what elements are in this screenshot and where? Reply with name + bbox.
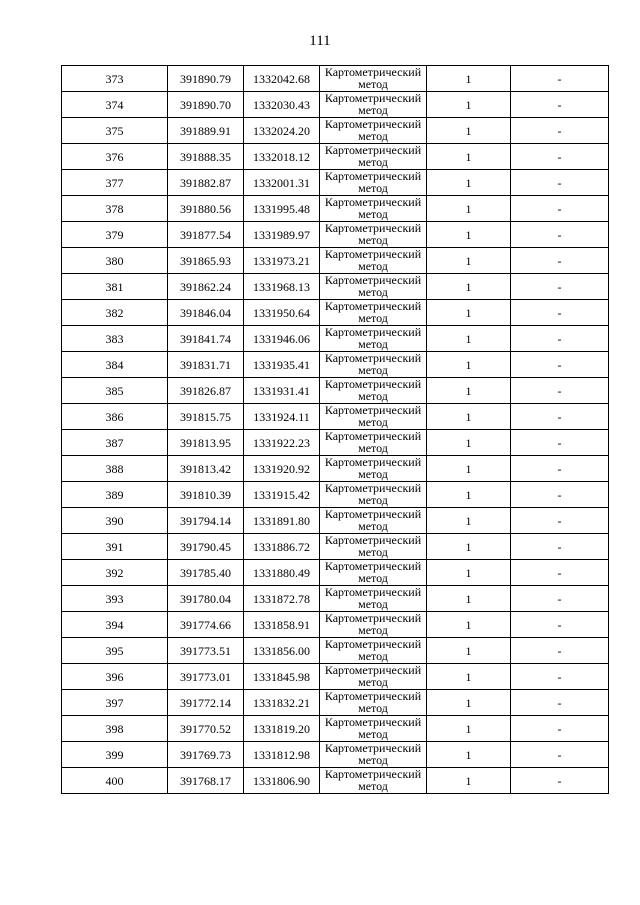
x-coordinate-cell: 391890.79: [168, 66, 244, 92]
note-cell: -: [511, 534, 609, 560]
method-line-1: Картометрический: [324, 481, 422, 495]
x-coordinate-cell: 391768.17: [168, 768, 244, 794]
point-number-cell: 378: [62, 196, 168, 222]
accuracy-cell: 1: [427, 508, 511, 534]
accuracy-cell: 1: [427, 534, 511, 560]
table-row: [62, 664, 609, 690]
note-cell: -: [511, 482, 609, 508]
method-line-1: Картометрический: [324, 689, 422, 703]
note-cell: -: [511, 170, 609, 196]
note-cell: -: [511, 508, 609, 534]
x-coordinate-cell: 391790.45: [168, 534, 244, 560]
y-coordinate-cell: 1331858.91: [244, 612, 320, 638]
page-number: 111: [309, 33, 331, 49]
method-line-2: метод: [358, 597, 388, 611]
y-coordinate-cell: 1331950.64: [244, 300, 320, 326]
y-coordinate-cell: 1332001.31: [244, 170, 320, 196]
note-cell: -: [511, 768, 609, 794]
y-coordinate-cell: 1331819.20: [244, 716, 320, 742]
method-line-1: Картометрический: [324, 143, 422, 157]
method-line-2: метод: [358, 363, 388, 377]
x-coordinate-cell: 391772.14: [168, 690, 244, 716]
table-row: [62, 144, 609, 170]
table-row: [62, 430, 609, 456]
method-line-1: Картометрический: [324, 663, 422, 677]
method-line-2: метод: [358, 259, 388, 273]
method-line-1: Картометрический: [324, 117, 422, 131]
x-coordinate-cell: 391826.87: [168, 378, 244, 404]
method-cell: [320, 664, 427, 690]
method-line-2: метод: [358, 155, 388, 169]
accuracy-cell: 1: [427, 560, 511, 586]
point-number-cell: 386: [62, 404, 168, 430]
method-line-1: Картометрический: [324, 507, 422, 521]
method-cell: [320, 248, 427, 274]
accuracy-cell: 1: [427, 300, 511, 326]
point-number-cell: 382: [62, 300, 168, 326]
y-coordinate-cell: 1332018.12: [244, 144, 320, 170]
note-cell: -: [511, 378, 609, 404]
method-line-2: метод: [358, 441, 388, 455]
x-coordinate-cell: 391774.66: [168, 612, 244, 638]
table-row: [62, 326, 609, 352]
table-row: [62, 248, 609, 274]
point-number-cell: 393: [62, 586, 168, 612]
point-number-cell: 379: [62, 222, 168, 248]
note-cell: -: [511, 456, 609, 482]
x-coordinate-cell: 391780.04: [168, 586, 244, 612]
table-row: [62, 378, 609, 404]
method-cell: [320, 638, 427, 664]
method-cell: [320, 430, 427, 456]
x-coordinate-cell: 391813.95: [168, 430, 244, 456]
method-cell: [320, 482, 427, 508]
method-line-2: метод: [358, 285, 388, 299]
point-number-cell: 395: [62, 638, 168, 664]
method-line-2: метод: [358, 207, 388, 221]
method-cell: [320, 352, 427, 378]
y-coordinate-cell: 1331845.98: [244, 664, 320, 690]
method-cell: [320, 586, 427, 612]
accuracy-cell: 1: [427, 196, 511, 222]
method-cell: [320, 66, 427, 92]
note-cell: -: [511, 274, 609, 300]
method-line-1: Картометрический: [324, 403, 422, 417]
point-number-cell: 396: [62, 664, 168, 690]
method-cell: [320, 170, 427, 196]
table-row: [62, 534, 609, 560]
accuracy-cell: 1: [427, 326, 511, 352]
method-cell: [320, 144, 427, 170]
y-coordinate-cell: 1331886.72: [244, 534, 320, 560]
table-body: [62, 66, 609, 794]
x-coordinate-cell: 391880.56: [168, 196, 244, 222]
x-coordinate-cell: 391815.75: [168, 404, 244, 430]
table-row: [62, 274, 609, 300]
point-number-cell: 375: [62, 118, 168, 144]
y-coordinate-cell: 1331872.78: [244, 586, 320, 612]
method-line-1: Картометрический: [324, 325, 422, 339]
y-coordinate-cell: 1332042.68: [244, 66, 320, 92]
table-row: [62, 508, 609, 534]
method-line-2: метод: [358, 571, 388, 585]
table-row: [62, 560, 609, 586]
method-line-1: Картометрический: [324, 741, 422, 755]
method-cell: [320, 534, 427, 560]
table-row: [62, 92, 609, 118]
method-cell: [320, 196, 427, 222]
method-line-1: Картометрический: [324, 65, 422, 79]
point-number-cell: 399: [62, 742, 168, 768]
note-cell: -: [511, 638, 609, 664]
y-coordinate-cell: 1331931.41: [244, 378, 320, 404]
accuracy-cell: 1: [427, 170, 511, 196]
x-coordinate-cell: 391831.71: [168, 352, 244, 378]
note-cell: -: [511, 430, 609, 456]
method-line-2: метод: [358, 545, 388, 559]
y-coordinate-cell: 1331806.90: [244, 768, 320, 794]
accuracy-cell: 1: [427, 638, 511, 664]
y-coordinate-cell: 1331832.21: [244, 690, 320, 716]
note-cell: -: [511, 144, 609, 170]
y-coordinate-cell: 1331968.13: [244, 274, 320, 300]
point-number-cell: 377: [62, 170, 168, 196]
accuracy-cell: 1: [427, 222, 511, 248]
point-number-cell: 374: [62, 92, 168, 118]
y-coordinate-cell: 1332024.20: [244, 118, 320, 144]
method-line-1: Картометрический: [324, 221, 422, 235]
method-cell: [320, 742, 427, 768]
accuracy-cell: 1: [427, 768, 511, 794]
method-cell: [320, 690, 427, 716]
x-coordinate-cell: 391841.74: [168, 326, 244, 352]
method-line-2: метод: [358, 129, 388, 143]
accuracy-cell: 1: [427, 482, 511, 508]
point-number-cell: 385: [62, 378, 168, 404]
point-number-cell: 388: [62, 456, 168, 482]
point-number-cell: 381: [62, 274, 168, 300]
note-cell: -: [511, 404, 609, 430]
y-coordinate-cell: 1331880.49: [244, 560, 320, 586]
note-cell: -: [511, 196, 609, 222]
accuracy-cell: 1: [427, 352, 511, 378]
method-cell: [320, 560, 427, 586]
point-number-cell: 398: [62, 716, 168, 742]
point-number-cell: 394: [62, 612, 168, 638]
note-cell: -: [511, 586, 609, 612]
y-coordinate-cell: 1332030.43: [244, 92, 320, 118]
method-line-2: метод: [358, 467, 388, 481]
method-cell: [320, 378, 427, 404]
method-cell: [320, 118, 427, 144]
method-line-1: Картометрический: [324, 559, 422, 573]
y-coordinate-cell: 1331891.80: [244, 508, 320, 534]
note-cell: -: [511, 690, 609, 716]
point-number-cell: 380: [62, 248, 168, 274]
accuracy-cell: 1: [427, 274, 511, 300]
x-coordinate-cell: 391846.04: [168, 300, 244, 326]
point-number-cell: 400: [62, 768, 168, 794]
method-cell: [320, 508, 427, 534]
method-cell: [320, 456, 427, 482]
note-cell: -: [511, 326, 609, 352]
method-line-2: метод: [358, 337, 388, 351]
method-line-2: метод: [358, 779, 388, 793]
note-cell: -: [511, 742, 609, 768]
method-line-1: Картометрический: [324, 247, 422, 261]
method-line-1: Картометрический: [324, 91, 422, 105]
accuracy-cell: 1: [427, 612, 511, 638]
point-number-cell: 376: [62, 144, 168, 170]
note-cell: -: [511, 300, 609, 326]
x-coordinate-cell: 391769.73: [168, 742, 244, 768]
method-cell: [320, 768, 427, 794]
method-cell: [320, 92, 427, 118]
method-line-1: Картометрический: [324, 585, 422, 599]
accuracy-cell: 1: [427, 118, 511, 144]
table-row: [62, 66, 609, 92]
method-line-2: метод: [358, 649, 388, 663]
accuracy-cell: 1: [427, 378, 511, 404]
x-coordinate-cell: 391770.52: [168, 716, 244, 742]
note-cell: -: [511, 664, 609, 690]
x-coordinate-cell: 391888.35: [168, 144, 244, 170]
method-line-2: метод: [358, 623, 388, 637]
y-coordinate-cell: 1331989.97: [244, 222, 320, 248]
x-coordinate-cell: 391877.54: [168, 222, 244, 248]
method-line-1: Картометрический: [324, 429, 422, 443]
table-row: [62, 456, 609, 482]
note-cell: -: [511, 560, 609, 586]
method-line-1: Картометрический: [324, 351, 422, 365]
x-coordinate-cell: 391813.42: [168, 456, 244, 482]
x-coordinate-cell: 391785.40: [168, 560, 244, 586]
accuracy-cell: 1: [427, 248, 511, 274]
table-row: [62, 768, 609, 794]
method-cell: [320, 326, 427, 352]
note-cell: -: [511, 716, 609, 742]
method-line-2: метод: [358, 519, 388, 533]
method-line-2: метод: [358, 493, 388, 507]
point-number-cell: 390: [62, 508, 168, 534]
method-cell: [320, 716, 427, 742]
y-coordinate-cell: 1331946.06: [244, 326, 320, 352]
method-cell: [320, 404, 427, 430]
x-coordinate-cell: 391865.93: [168, 248, 244, 274]
y-coordinate-cell: 1331973.21: [244, 248, 320, 274]
accuracy-cell: 1: [427, 664, 511, 690]
table-row: [62, 300, 609, 326]
method-line-2: метод: [358, 181, 388, 195]
y-coordinate-cell: 1331924.11: [244, 404, 320, 430]
accuracy-cell: 1: [427, 716, 511, 742]
table-row: [62, 716, 609, 742]
point-number-cell: 397: [62, 690, 168, 716]
method-line-2: метод: [358, 415, 388, 429]
table-row: [62, 118, 609, 144]
note-cell: -: [511, 352, 609, 378]
x-coordinate-cell: 391773.51: [168, 638, 244, 664]
note-cell: -: [511, 222, 609, 248]
accuracy-cell: 1: [427, 456, 511, 482]
table-row: [62, 352, 609, 378]
accuracy-cell: 1: [427, 92, 511, 118]
method-line-1: Картометрический: [324, 767, 422, 781]
method-line-1: Картометрический: [324, 299, 422, 313]
method-cell: [320, 300, 427, 326]
table-row: [62, 170, 609, 196]
method-line-2: метод: [358, 701, 388, 715]
method-line-1: Картометрический: [324, 169, 422, 183]
method-cell: [320, 274, 427, 300]
y-coordinate-cell: 1331856.00: [244, 638, 320, 664]
method-line-1: Картометрический: [324, 611, 422, 625]
y-coordinate-cell: 1331812.98: [244, 742, 320, 768]
point-number-cell: 384: [62, 352, 168, 378]
method-line-2: метод: [358, 727, 388, 741]
accuracy-cell: 1: [427, 742, 511, 768]
method-cell: [320, 612, 427, 638]
method-line-1: Картометрический: [324, 195, 422, 209]
point-number-cell: 387: [62, 430, 168, 456]
x-coordinate-cell: 391810.39: [168, 482, 244, 508]
table-row: [62, 404, 609, 430]
note-cell: -: [511, 118, 609, 144]
method-line-1: Картометрический: [324, 637, 422, 651]
y-coordinate-cell: 1331915.42: [244, 482, 320, 508]
coordinates-table: [61, 65, 609, 794]
table-row: [62, 612, 609, 638]
accuracy-cell: 1: [427, 586, 511, 612]
accuracy-cell: 1: [427, 430, 511, 456]
method-line-1: Картометрический: [324, 533, 422, 547]
method-line-1: Картометрический: [324, 377, 422, 391]
table-row: [62, 638, 609, 664]
table-row: [62, 196, 609, 222]
method-line-2: метод: [358, 675, 388, 689]
table-row: [62, 586, 609, 612]
point-number-cell: 389: [62, 482, 168, 508]
y-coordinate-cell: 1331995.48: [244, 196, 320, 222]
method-line-1: Картометрический: [324, 273, 422, 287]
x-coordinate-cell: 391890.70: [168, 92, 244, 118]
note-cell: -: [511, 612, 609, 638]
x-coordinate-cell: 391773.01: [168, 664, 244, 690]
y-coordinate-cell: 1331935.41: [244, 352, 320, 378]
accuracy-cell: 1: [427, 690, 511, 716]
point-number-cell: 391: [62, 534, 168, 560]
point-number-cell: 373: [62, 66, 168, 92]
method-line-2: метод: [358, 311, 388, 325]
method-line-2: метод: [358, 233, 388, 247]
accuracy-cell: 1: [427, 404, 511, 430]
point-number-cell: 392: [62, 560, 168, 586]
x-coordinate-cell: 391882.87: [168, 170, 244, 196]
method-line-1: Картометрический: [324, 715, 422, 729]
table-row: [62, 482, 609, 508]
accuracy-cell: 1: [427, 144, 511, 170]
y-coordinate-cell: 1331920.92: [244, 456, 320, 482]
table-row: [62, 690, 609, 716]
method-line-1: Картометрический: [324, 455, 422, 469]
method-cell: [320, 222, 427, 248]
x-coordinate-cell: 391889.91: [168, 118, 244, 144]
table-row: [62, 222, 609, 248]
method-line-2: метод: [358, 389, 388, 403]
table-row: [62, 742, 609, 768]
note-cell: -: [511, 248, 609, 274]
note-cell: -: [511, 92, 609, 118]
x-coordinate-cell: 391794.14: [168, 508, 244, 534]
method-line-2: метод: [358, 103, 388, 117]
point-number-cell: 383: [62, 326, 168, 352]
note-cell: -: [511, 66, 609, 92]
method-line-2: метод: [358, 77, 388, 91]
method-line-2: метод: [358, 753, 388, 767]
accuracy-cell: 1: [427, 66, 511, 92]
y-coordinate-cell: 1331922.23: [244, 430, 320, 456]
x-coordinate-cell: 391862.24: [168, 274, 244, 300]
